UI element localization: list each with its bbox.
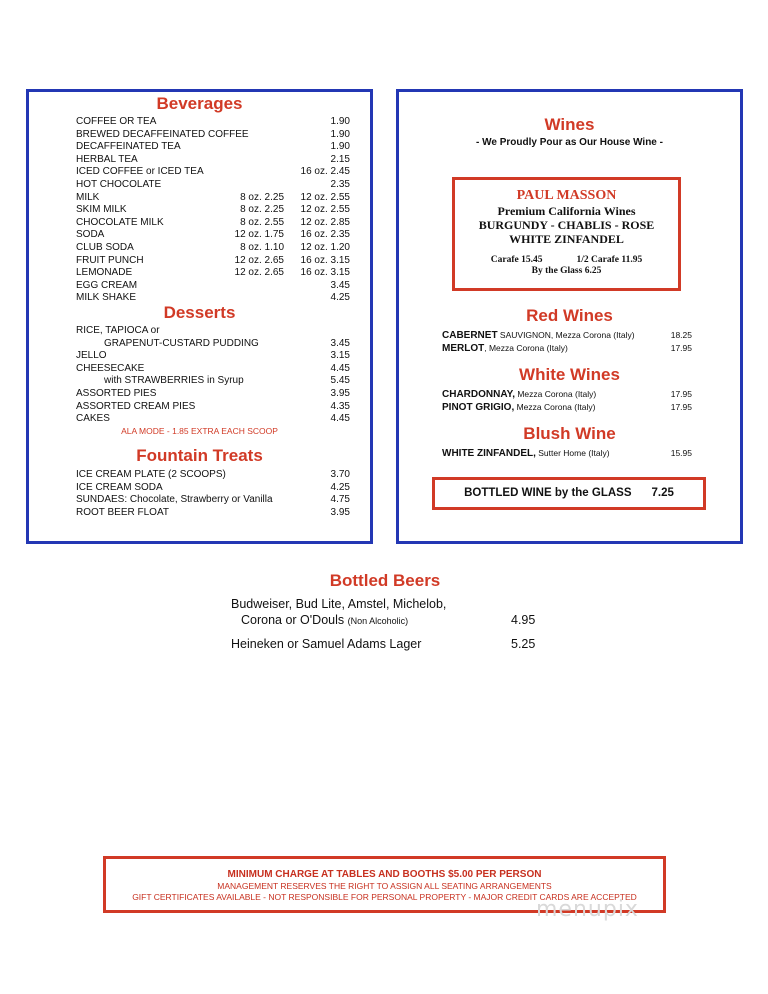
- watermark: menupix: [536, 897, 639, 922]
- menu-row: JELLO 3.15: [76, 350, 350, 362]
- menu-row: COFFEE OR TEA 1.90: [76, 116, 350, 127]
- menu-row: RICE, TAPIOCA or: [76, 325, 160, 336]
- menu-row: GRAPENUT-CUSTARD PUDDING 3.45: [104, 337, 350, 349]
- carafe-price: Carafe 15.45: [490, 255, 543, 265]
- white-wines-heading: White Wines: [519, 365, 620, 384]
- bottled-beers-heading: Bottled Beers: [329, 571, 441, 590]
- wine-row: CHARDONNAY, Mezza Corona (Italy) 17.95: [442, 389, 692, 400]
- minimum-charge-notice: MINIMUM CHARGE AT TABLES AND BOOTHS $5.00 PER PERSON: [227, 869, 542, 880]
- fountain-treats-heading: Fountain Treats: [136, 446, 263, 465]
- wines-heading: Wines: [544, 115, 595, 134]
- seating-notice: MANAGEMENT RESERVES THE RIGHT TO ASSIGN ALL SEATING ARRANGEMENTS: [217, 881, 552, 891]
- house-wine-box: [452, 177, 681, 291]
- house-wine-subtitle: - We Proudly Pour as Our House Wine -: [476, 137, 663, 148]
- menu-row: ICED COFFEE or ICED TEA 16 oz. 2.45: [76, 166, 350, 178]
- wine-row: PINOT GRIGIO, Mezza Corona (Italy) 17.95: [442, 401, 692, 413]
- menu-row: EGG CREAM 3.45: [76, 279, 350, 291]
- desserts-heading: Desserts: [163, 303, 236, 322]
- beer-line: Heineken or Samuel Adams Lager: [231, 637, 422, 651]
- left-menu-panel: [26, 89, 373, 544]
- menu-row: SKIM MILK 8 oz. 2.25 12 oz. 2.55: [76, 204, 350, 216]
- beverages-heading: Beverages: [156, 94, 243, 113]
- house-wine-prices: [455, 255, 678, 277]
- menu-row: ROOT BEER FLOAT 3.95: [76, 506, 350, 518]
- house-wine-line: BURGUNDY - CHABLIS - ROSE: [478, 218, 655, 232]
- menu-row: CAKES 4.45: [76, 413, 350, 425]
- menu-row: CHOCOLATE MILK 8 oz. 2.55 12 oz. 2.85: [76, 216, 350, 228]
- red-wines-heading: Red Wines: [526, 306, 613, 325]
- wine-row: CABERNET SAUVIGNON, Mezza Corona (Italy) 18.25: [442, 330, 692, 341]
- menu-row: HOT CHOCOLATE 2.35: [76, 179, 350, 190]
- house-wine-line: WHITE ZINFANDEL: [509, 232, 624, 246]
- beer-price: 4.95: [511, 613, 536, 627]
- wine-row: MERLOT, Mezza Corona (Italy) 17.95: [442, 342, 692, 354]
- menu-row: CHEESECAKE 4.45: [76, 362, 350, 374]
- menu-row: ICE CREAM SODA 4.25: [76, 481, 350, 493]
- menu-row: with STRAWBERRIES in Syrup 5.45: [104, 375, 350, 387]
- menu-row: FRUIT PUNCH 12 oz. 2.65 16 oz. 3.15: [76, 254, 350, 266]
- menu-row: MILK SHAKE 4.25: [76, 292, 350, 304]
- menu-row: ASSORTED PIES 3.95: [76, 388, 350, 399]
- menu-row: CLUB SODA 8 oz. 1.10 12 oz. 1.20: [76, 242, 350, 253]
- half-carafe-price: 1/2 Carafe 11.95: [576, 255, 643, 265]
- menu-row: ASSORTED CREAM PIES 4.35: [76, 400, 350, 412]
- menu-row: BREWED DECAFFEINATED COFFEE 1.90: [76, 128, 350, 140]
- house-wine-brand: PAUL MASSON: [516, 188, 617, 203]
- house-wine-line: Premium California Wines: [497, 204, 636, 218]
- wines-panel: [396, 89, 743, 544]
- bottled-wine-by-glass-box: [432, 477, 706, 510]
- gift-credit-notice: GIFT CERTIFICATES AVAILABLE - NOT RESPONSIBLE FOR PERSONAL PROPERTY - MAJOR CREDIT CARDS ARE ACCEPTED: [132, 892, 637, 902]
- menu-row: HERBAL TEA 2.15: [76, 153, 350, 165]
- wine-row: WHITE ZINFANDEL, Sutter Home (Italy) 15.95: [442, 448, 692, 459]
- beer-price: 5.25: [511, 637, 536, 651]
- beer-line: Corona or O'Douls (Non Alcoholic): [241, 613, 409, 627]
- menu-row: ICE CREAM PLATE (2 SCOOPS) 3.70: [76, 469, 350, 480]
- menu-row: SUNDAES: Chocolate, Strawberry or Vanilla 4.75: [76, 494, 350, 506]
- menu-row: SODA 12 oz. 1.75 16 oz. 2.35: [76, 229, 350, 241]
- menu-row: MILK 8 oz. 2.25 12 oz. 2.55: [76, 191, 350, 203]
- menu-row: LEMONADE 12 oz. 2.65 16 oz. 3.15: [76, 267, 350, 279]
- beer-line: Budweiser, Bud Lite, Amstel, Michelob,: [231, 597, 447, 611]
- ala-mode-note: ALA MODE - 1.85 EXTRA EACH SCOOP: [121, 426, 278, 436]
- glass-price: By the Glass 6.25: [531, 266, 602, 276]
- bottled-wine-price: 7.25: [651, 487, 674, 499]
- bottled-wine-label: BOTTLED WINE by the GLASS: [464, 487, 632, 499]
- blush-wine-heading: Blush Wine: [523, 424, 616, 443]
- menu-row: DECAFFEINATED TEA 1.90: [76, 141, 350, 153]
